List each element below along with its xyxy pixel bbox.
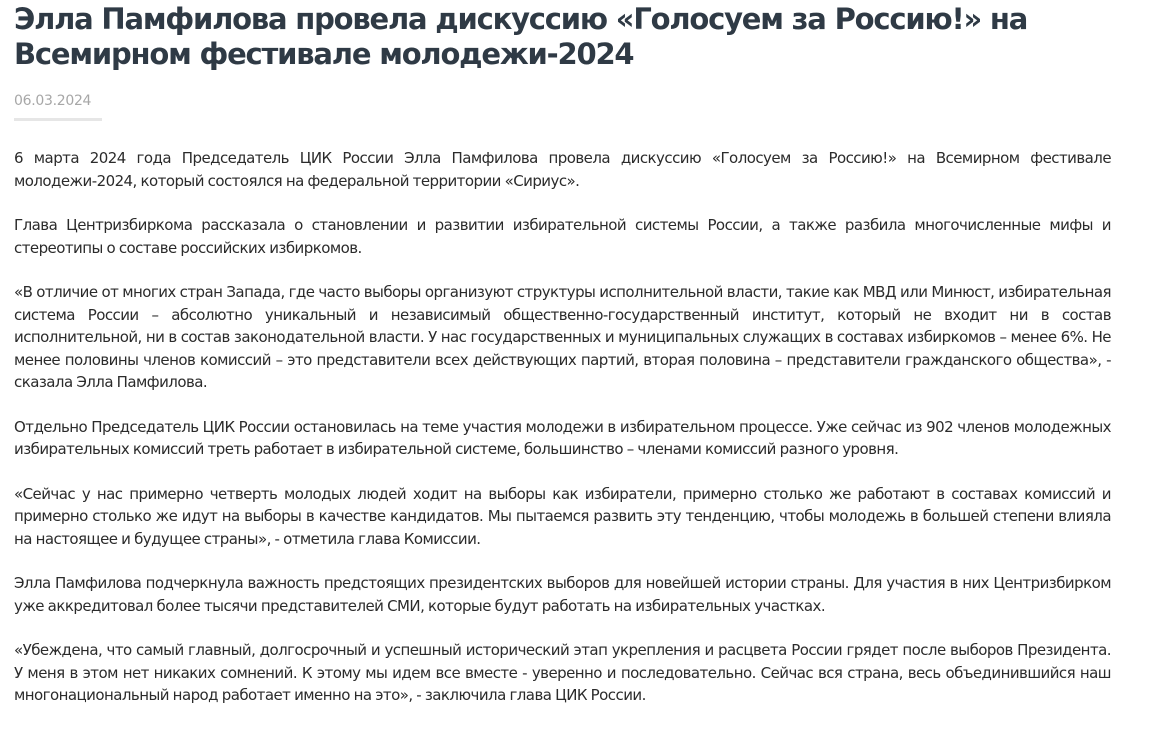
article-body: [14, 147, 1111, 707]
article-paragraph: Отдельно Председатель ЦИК России остановилась на теме участия молодежи в избирательном процессе. Уже сейчас из 902 членов молодежных избирательных комиссий треть работает в избирательной системе, большинство – членами комиссий разного уровня.: [14, 417, 1111, 458]
article-date: 06.03.2024: [14, 93, 92, 109]
article-paragraph: «Убеждена, что самый главный, долгосрочный и успешный исторический этап укрепления и расцвета России грядет после выборов Президента. У меня в этом нет никаких сомнений. К этому мы идем все вместе - уверенно и последовательно. Сейчас вся страна, весь объединившийся наш многонациональный народ работает именно на это», - заключила глава ЦИК России.: [14, 641, 1111, 704]
article: [14, 0, 1111, 729]
article-paragraph: Глава Центризбиркома рассказала о становлении и развитии избирательной системы России, а также разбила многочисленные мифы и стереотипы о составе российских избиркомов.: [14, 216, 1111, 257]
article-title: Элла Памфилова провела дискуссию «Голосуем за Россию!» на Всемирном фестивале молодежи-2024: [14, 2, 1028, 71]
article-paragraph: 6 марта 2024 года Председатель ЦИК России Элла Памфилова провела дискуссию «Голосуем за Россию!» на Всемирном фестивале молодежи-2024, который состоялся на федеральной территории «Сириус».: [14, 149, 1111, 190]
article-paragraph: «Сейчас у нас примерно четверть молодых людей ходит на выборы как избиратели, примерно столько же работают в составах комиссий и примерно столько же идут на выборы в качестве кандидатов. Мы пытаемся развить эту тенденцию, чтобы молодежь в большей степени влияла на настоящее и будущее страны», - отметила глава Комиссии.: [14, 484, 1111, 548]
article-date-block: [14, 90, 102, 121]
article-paragraph: «В отличие от многих стран Запада, где часто выборы организуют структуры исполнительной власти, такие как МВД или Минюст, избирательная система России – абсолютно уникальный и независимый общественно-государственный институт, который не входит ни в состав исполнительной, ни в состав законодательной власти. У нас государственных и муниципальных служащих в составах избиркомов – менее 6%. Не менее половины членов комиссий – это представители всех действующих партий, вторая половина – представители гражданского общества», - сказала Элла Памфилова.: [14, 283, 1111, 391]
article-paragraph: Элла Памфилова подчеркнула важность предстоящих президентских выборов для новейшей истории страны. Для участия в них Центризбирком уже аккредитовал более тысячи представителей СМИ, которые будут работать на избирательных участках.: [14, 574, 1111, 615]
